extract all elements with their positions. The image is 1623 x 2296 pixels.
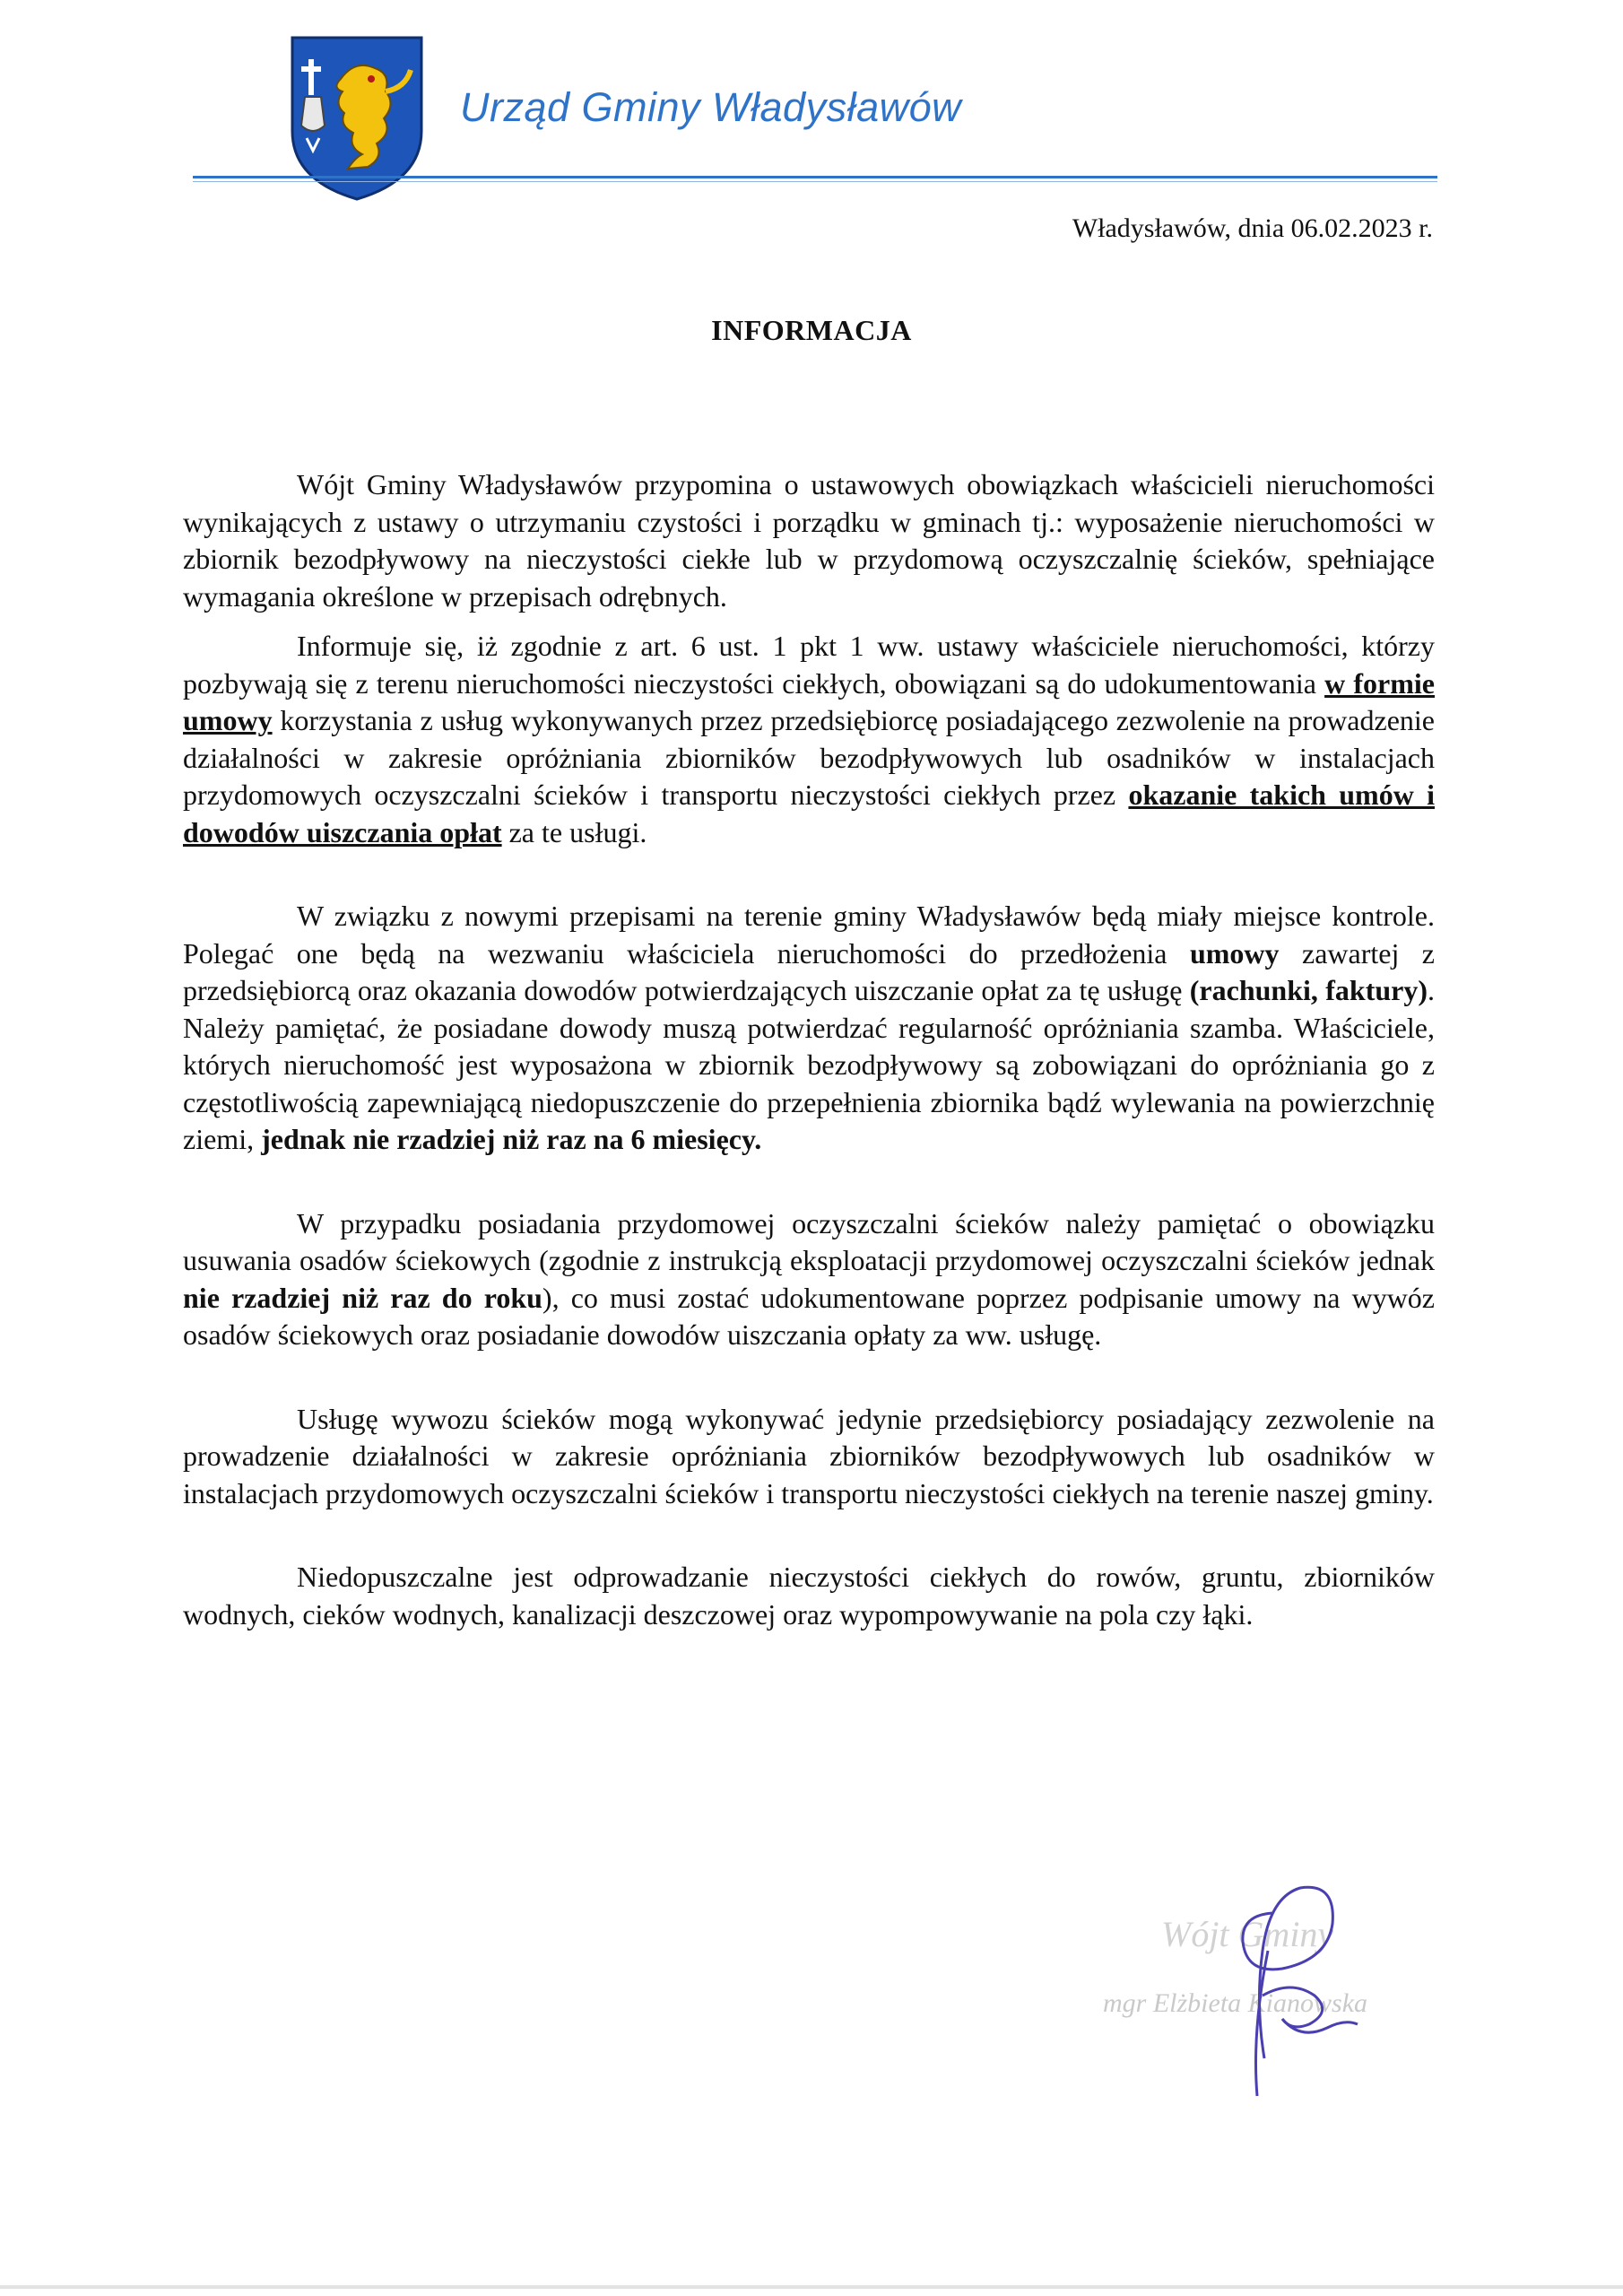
- office-name: Urząd Gminy Władysławów: [460, 84, 962, 130]
- paragraph-service-providers: Usługę wywozu ścieków mogą wykonywać jedynie przedsiębiorcy posiadający zezwolenie na prowadzenie działalności w zakresie opróżniania zbiorników bezodpływowych lub osadników w instalacjach przydomowych oczyszczalni ścieków i transportu nieczystości ciekłych na terenie naszej gminy.: [183, 1402, 1435, 1509]
- paragraph-inspections: [183, 898, 1435, 1159]
- stamp-role: Wójt Gminy: [1161, 1914, 1334, 1954]
- stamp-name: mgr Elżbieta Kianowska: [1103, 1988, 1368, 2018]
- header-divider-thin: [193, 181, 1437, 182]
- paragraph-prohibition: Niedopuszczalne jest odprowadzanie nieczystości ciekłych do rowów, gruntu, zbiorników wodnych, cieków wodnych, kanalizacji deszczowej oraz wypompowywanie na pola czy łąki.: [183, 1561, 1435, 1631]
- paragraph-text: za te usługi.: [501, 815, 647, 848]
- paragraph-text: W związku z nowymi przepisami na terenie gminy Władysławów będą miały miejsce kontrole. Polegać one będą na wezwaniu właściciela nieruchomości do przedłożenia: [183, 900, 1435, 970]
- paragraph-documentation: [183, 628, 1435, 851]
- document-body: [183, 466, 1435, 1633]
- handwritten-signature-icon: [1157, 1861, 1399, 2112]
- emphasis-text: jednak nie rzadziej niż raz na 6 miesięcy.: [261, 1123, 762, 1155]
- emphasis-text: okazanie takich umów i dowodów uiszczania opłat: [183, 778, 1436, 848]
- page-bottom-edge: [0, 2285, 1623, 2289]
- emphasis-text: w formie umowy: [183, 666, 1435, 736]
- emphasis-text: umowy: [1189, 936, 1280, 970]
- document-title: INFORMACJA: [711, 314, 912, 346]
- paragraph-obligations: Wójt Gminy Władysławów przypomina o ustawowych obowiązkach właścicieli nieruchomości wynikających z ustawy o utrzymaniu czystości i porządku w gminach tj.: wyposażenie nieruchomości w zbiornik bezodpływowy na nieczystości ciekłe lub w przydomową oczyszczalnię ścieków, spełniające wymagania określone w przepisach odrębnych.: [183, 468, 1435, 613]
- date-line: Władysławów, dnia 06.02.2023 r.: [1072, 213, 1433, 243]
- paragraph-text: W przypadku posiadania przydomowej oczyszczalni ścieków należy pamiętać o obowiązku usuwania osadów ściekowych (zgodnie z instrukcją eksploatacji przydomowej oczyszczalni ścieków jednak: [183, 1206, 1435, 1276]
- paragraph-text: Informuje się, iż zgodnie z art. 6 ust. 1 pkt 1 ww. ustawy właściciele nieruchomości, którzy pozbywają się z terenu nieruchomości nieczystości ciekłych, obowiązani są do udokumentowania: [183, 630, 1435, 700]
- paragraph-text: zawartej z przedsiębiorcą oraz okazania dowodów potwierdzających uiszczanie opłat za tę usługę: [183, 936, 1436, 1006]
- emphasis-text: (rachunki, faktury): [1189, 974, 1428, 1006]
- header-divider: [193, 176, 1437, 178]
- paragraph-text: ), co musi zostać udokumentowane poprzez podpisanie umowy na wywóz osadów ściekowych oraz posiadanie dowodów uiszczania opłaty za ww. usługę.: [183, 1281, 1436, 1351]
- paragraph-text: korzystania z usług wykonywanych przez przedsiębiorcę posiadającego zezwolenie na prowadzenie działalności w zakresie opróżniania zbiorników bezodpływowych lub osadników w instalacjach przydomowych oczyszczalni ścieków i transportu nieczystości ciekłych przez: [183, 704, 1435, 811]
- paragraph-treatment-plant: [183, 1205, 1435, 1354]
- emphasis-text: nie rzadziej niż raz do roku: [183, 1281, 542, 1314]
- paragraph-text: . Należy pamiętać, że posiadane dowody muszą potwierdzać regularność opróżniania szamba. Właściciele, których nieruchomość jest wyposażona w zbiornik bezodpływowy są zobowiązani do opróżniania go z częstotliwością zapewniającą niedopuszczenie do przepełnienia zbiornika bądź wylewania na powierzchnię ziemi,: [183, 974, 1435, 1155]
